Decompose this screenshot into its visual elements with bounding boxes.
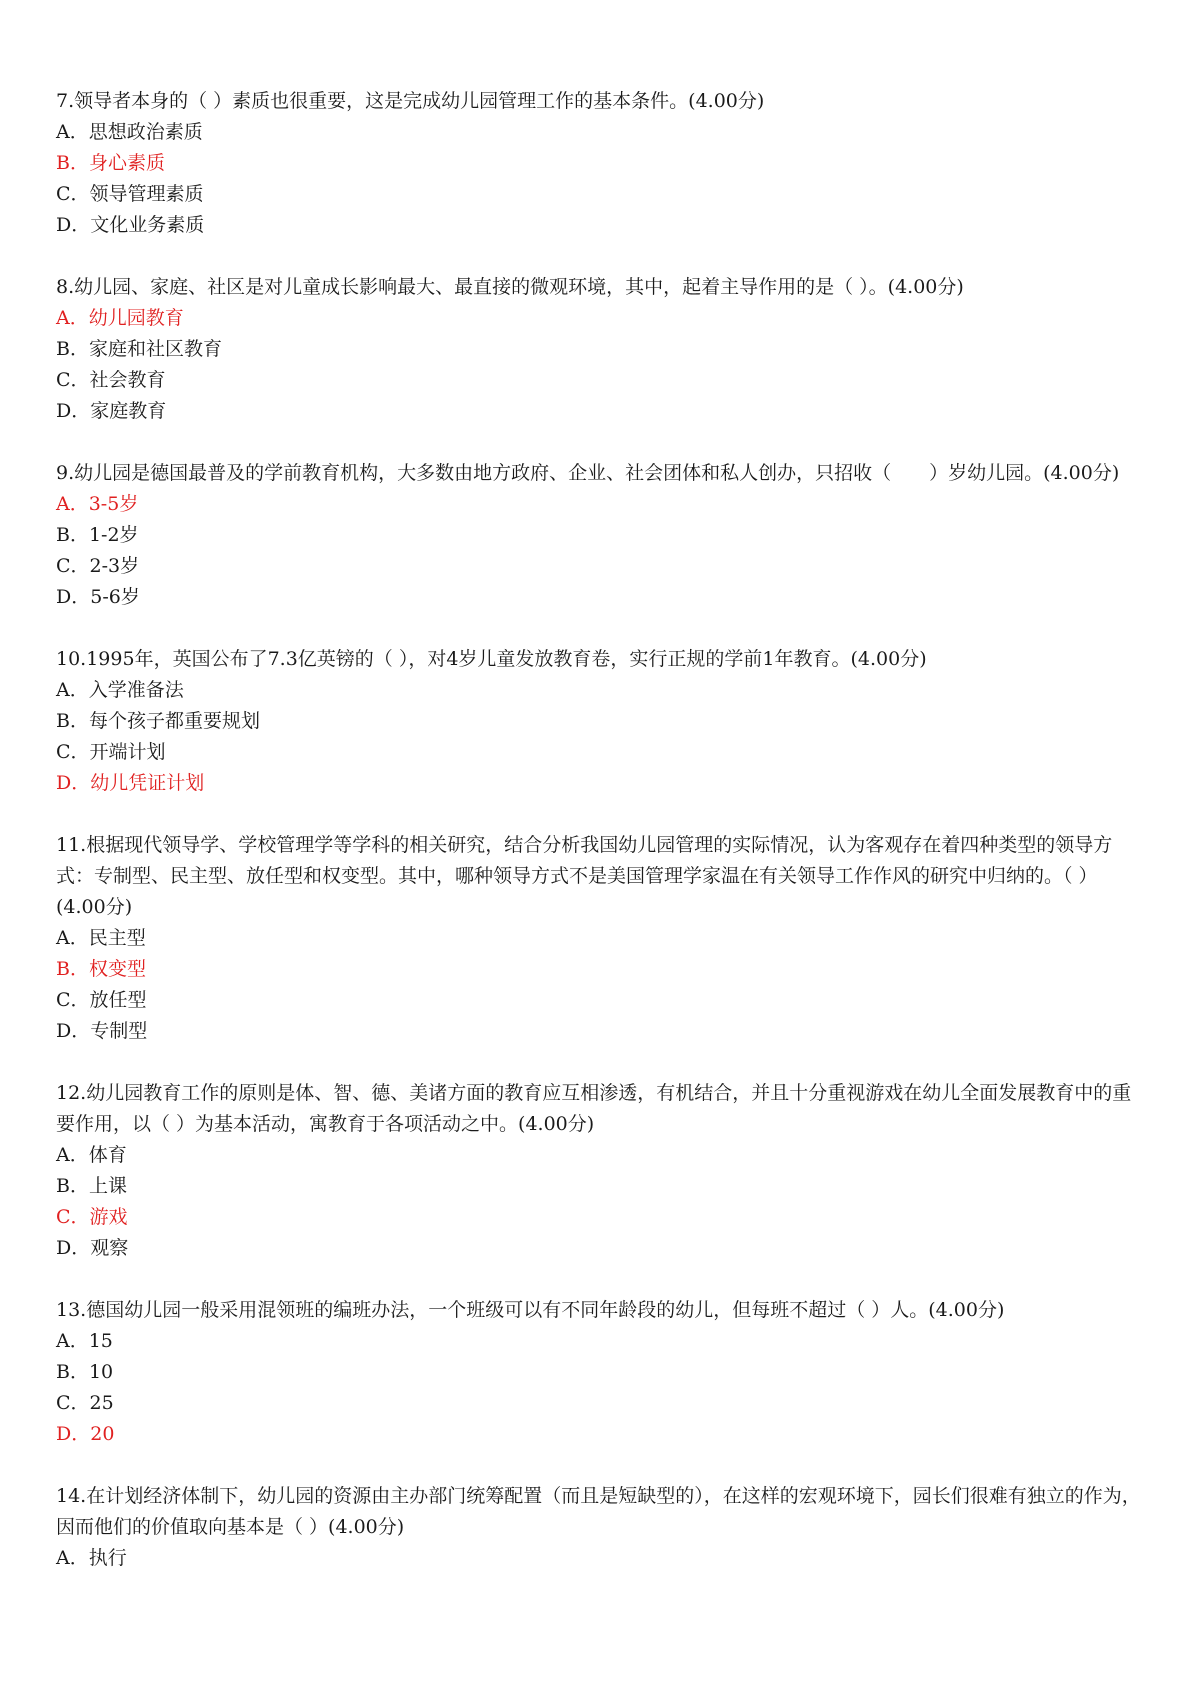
option-a: A．入学准备法 xyxy=(56,679,184,701)
question-10 xyxy=(56,644,1146,799)
question-text: 11.根据现代领导学、学校管理学等学科的相关研究，结合分析我国幼儿园管理的实际情况，认为客观存在着四种类型的领导方式：专制型、民主型、放任型和权变型。其中，哪种领导方式不是美国管理学家温在有关领导工作作风的研究中归纳的。（ ）(4.00分) xyxy=(56,834,1113,918)
option-b: B．权变型 xyxy=(56,958,146,980)
option-a: A．执行 xyxy=(56,1547,127,1569)
option-d: D．5-6岁 xyxy=(56,586,140,608)
option-b: B．上课 xyxy=(56,1175,127,1197)
question-text: 9.幼儿园是德国最普及的学前教育机构，大多数由地方政府、企业、社会团体和私人创办，只招收（ ）岁幼儿园。(4.00分) xyxy=(56,462,1120,484)
option-d: D．家庭教育 xyxy=(56,400,167,422)
option-b: B．10 xyxy=(56,1361,114,1383)
question-8 xyxy=(56,272,1146,427)
option-c: C．游戏 xyxy=(56,1206,128,1228)
question-text: 10.1995年，英国公布了7.3亿英镑的（ ），对4岁儿童发放教育卷，实行正规的学前1年教育。(4.00分) xyxy=(56,648,927,670)
option-c: C．领导管理素质 xyxy=(56,183,204,205)
option-c: C．放任型 xyxy=(56,989,147,1011)
option-c: C．开端计划 xyxy=(56,741,166,763)
option-a: A．15 xyxy=(56,1330,113,1352)
question-text: 7.领导者本身的（ ）素质也很重要，这是完成幼儿园管理工作的基本条件。(4.00分) xyxy=(56,90,765,112)
option-a: A．体育 xyxy=(56,1144,127,1166)
question-text: 13.德国幼儿园一般采用混领班的编班办法，一个班级可以有不同年龄段的幼儿，但每班不超过（ ）人。(4.00分) xyxy=(56,1299,1005,1321)
question-text: 8.幼儿园、家庭、社区是对儿童成长影响最大、最直接的微观环境，其中，起着主导作用的是（ ）。(4.00分) xyxy=(56,276,964,298)
option-c: C．2-3岁 xyxy=(56,555,140,577)
question-13 xyxy=(56,1295,1146,1450)
quiz-document xyxy=(56,86,1146,1605)
option-b: B．家庭和社区教育 xyxy=(56,338,222,360)
option-c: C．25 xyxy=(56,1392,114,1414)
option-a: A．3-5岁 xyxy=(56,493,139,515)
option-b: B．1-2岁 xyxy=(56,524,139,546)
option-a: A．幼儿园教育 xyxy=(56,307,184,329)
option-d: D．专制型 xyxy=(56,1020,148,1042)
question-12 xyxy=(56,1078,1146,1264)
option-d: D．幼儿凭证计划 xyxy=(56,772,205,794)
option-d: D．20 xyxy=(56,1423,115,1445)
question-9 xyxy=(56,458,1146,613)
option-a: A．思想政治素质 xyxy=(56,121,203,143)
option-d: D．文化业务素质 xyxy=(56,214,205,236)
question-7 xyxy=(56,86,1146,241)
option-c: C．社会教育 xyxy=(56,369,166,391)
option-d: D．观察 xyxy=(56,1237,129,1259)
option-b: B．每个孩子都重要规划 xyxy=(56,710,260,732)
question-14 xyxy=(56,1481,1146,1574)
option-a: A．民主型 xyxy=(56,927,146,949)
question-11 xyxy=(56,830,1146,1047)
question-text: 14.在计划经济体制下，幼儿园的资源由主办部门统筹配置（而且是短缺型的），在这样的宏观环境下，园长们很难有独立的作为，因而他们的价值取向基本是（ ）(4.00分) xyxy=(56,1485,1141,1538)
option-b: B．身心素质 xyxy=(56,152,165,174)
question-text: 12.幼儿园教育工作的原则是体、智、德、美诸方面的教育应互相渗透，有机结合，并且十分重视游戏在幼儿全面发展教育中的重要作用，以（ ）为基本活动，寓教育于各项活动之中。(4.00分) xyxy=(56,1082,1132,1135)
